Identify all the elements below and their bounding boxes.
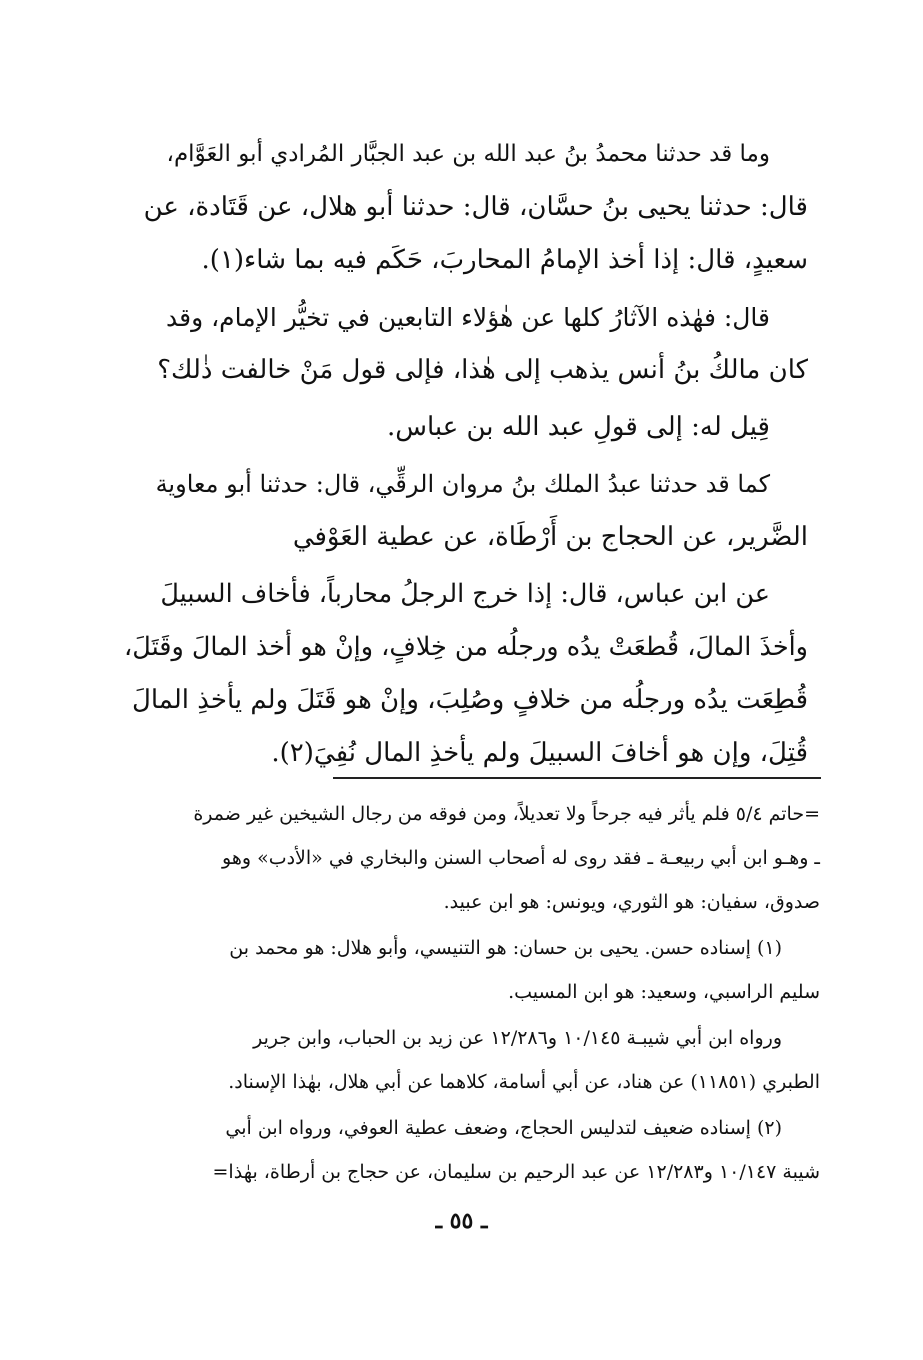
- page-number: ـ ٥٥ ـ: [435, 1208, 488, 1234]
- footnote-continuation: [118, 792, 820, 924]
- footnote-line: شيبة ١٠/١٤٧ و١٢/٢٨٣ عن عبد الرحيم بن سليمان، عن حجاج بن أرطاة، بهٰذا=: [212, 1161, 820, 1183]
- text-line: وأخذَ المالَ، قُطعَتْ يدُه ورجلُه من خِلافٍ، وإنْ هو أخذ المالَ وقَتَلَ،: [124, 632, 808, 662]
- text-line: قِيل له: إلى قولِ عبد الله بن عباس.: [386, 412, 770, 442]
- footnote-1-continued: [118, 1016, 820, 1104]
- text-line: قال: فهٰذه الآثارُ كلها عن هٰؤلاء التابعين في تخيُّر الإمام، وقد: [166, 303, 770, 332]
- footnote-2: [118, 1106, 820, 1194]
- paragraph-4: [118, 458, 808, 564]
- footnote-line: سليم الراسبي، وسعيد: هو ابن المسيب.: [508, 981, 820, 1003]
- text-line: قُطِعَت يدُه ورجلُه من خلافٍ وصُلِبَ، وإنْ هو قَتَلَ ولم يأخذِ المالَ: [131, 685, 808, 715]
- text-line: قال: حدثنا يحيى بنُ حسَّان، قال: حدثنا أبو هلال، عن قَتَادة، عن: [143, 192, 808, 222]
- footnote-separator: [333, 777, 821, 779]
- text-line: عن ابن عباس، قال: إذا خرج الرجلُ محارباً، فأخاف السبيلَ: [160, 579, 770, 609]
- text-line: كان مالكُ بنُ أنس يذهب إلى هٰذا، فإلى قول مَنْ خالفت ذٰلك؟: [157, 355, 808, 385]
- text-line: وما قد حدثنا محمدُ بنُ عبد الله بن عبد الجبَّار المُرادي أبو العَوَّام،: [166, 141, 770, 167]
- text-line: سعيدٍ، قال: إذا أخذ الإمامُ المحاربَ، حَكَم فيه بما شاء(١).: [201, 245, 808, 275]
- text-line: قُتِلَ، وإن هو أخافَ السبيلَ ولم يأخذِ المال نُفِيَ(٢).: [271, 738, 808, 768]
- footnote-line: صدوق، سفيان: هو الثوري، ويونس: هو ابن عبيد.: [443, 891, 820, 913]
- text-line: كما قد حدثنا عبدُ الملك بنُ مروان الرقِّي، قال: حدثنا أبو معاوية: [155, 470, 770, 498]
- paragraph-3: [118, 401, 808, 454]
- footnote-line: ـ وهـو ابن أبي ربيعـة ـ فقد روى له أصحاب السنن والبخاري في «الأدب» وهو: [222, 847, 820, 869]
- main-text: [118, 128, 808, 780]
- footnote-line: الطبري (١١٨٥١) عن هناد، عن أبي أسامة، كلاهما عن أبي هلال، بهٰذا الإسناد.: [228, 1071, 820, 1093]
- footnotes: [118, 792, 820, 1194]
- paragraph-1: [118, 128, 808, 287]
- paragraph-5: [118, 568, 808, 780]
- footnote-1: [118, 926, 820, 1014]
- footnote-line: (١) إسناده حسن. يحيى بن حسان: هو التنيسي، وأبو هلال: هو محمد بن: [229, 937, 782, 959]
- footnote-line: ورواه ابن أبي شيبـة ١٠/١٤٥ و١٢/٢٨٦ عن زيد بن الحباب، وابن جرير: [253, 1027, 782, 1049]
- text-line: الضَّرير، عن الحجاج بن أَرْطَاة، عن عطية العَوْفي: [292, 522, 808, 552]
- footnote-line: (٢) إسناده ضعيف لتدليس الحجاج، وضعف عطية العوفي، ورواه ابن أبي: [225, 1117, 782, 1139]
- footnote-line: =حاتم ٥/٤ فلم يأثر فيه جرحاً ولا تعديلاً، ومن فوقه من رجال الشيخين غير ضمرة: [193, 803, 820, 825]
- paragraph-2: [118, 291, 808, 397]
